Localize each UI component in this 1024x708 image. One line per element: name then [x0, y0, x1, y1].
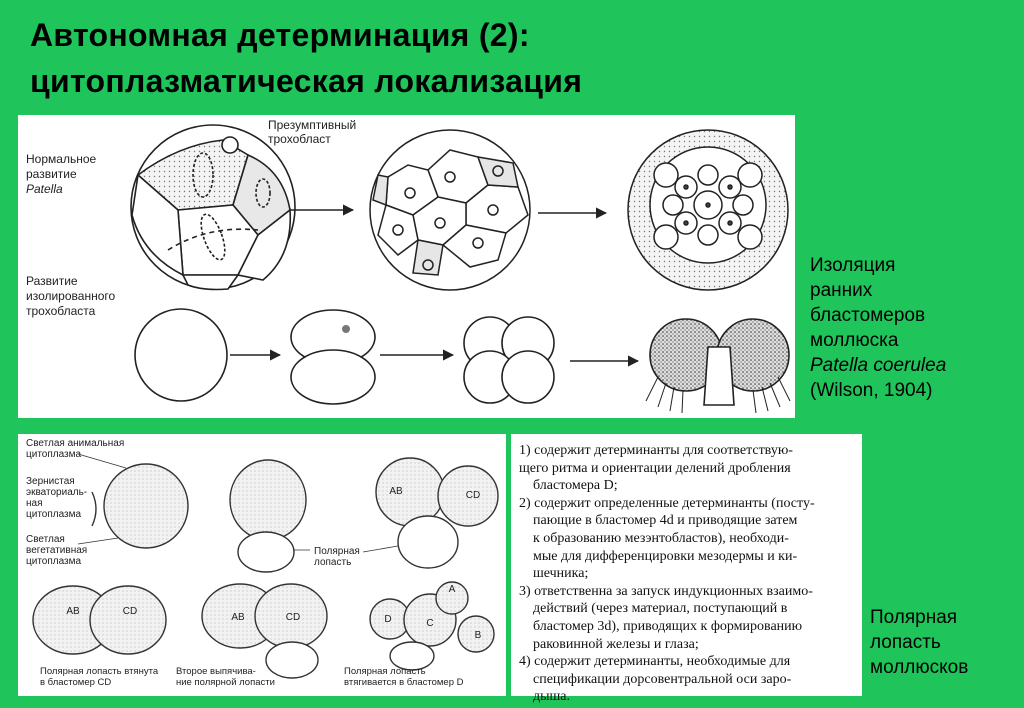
polar-lobe-figure	[18, 434, 506, 696]
caption-retracted-1: Полярная лопасть втянута	[40, 666, 159, 677]
title-line-2: цитоплазматическая локализация	[30, 63, 583, 99]
text-line: действий (через материал, поступающий в	[533, 601, 788, 617]
text-line: спецификации дорсовентральной оси заро-	[533, 671, 792, 687]
cell-ab-label-3: AB	[231, 612, 245, 623]
cell-cd-label-2: CD	[122, 606, 138, 617]
text-line: мые для дифференцировки мезодермы и ки-	[533, 548, 798, 564]
caption-second-lobe-2: ние полярной лопасти	[176, 677, 275, 688]
label-isolated-1: Развитие	[26, 274, 78, 288]
label-equatorial-4: цитоплазма	[26, 509, 82, 520]
caption-top-line-2: ранних	[810, 280, 873, 301]
label-presumptive-2: трохобласт	[268, 132, 331, 146]
polar-lobe-functions-text	[511, 434, 862, 705]
label-presumptive-1: Презумптивный	[268, 118, 357, 132]
text-line: бластомер 3d), приводящих к формированию	[533, 618, 803, 634]
caption-top-line-6: (Wilson, 1904)	[810, 380, 933, 401]
label-equatorial-3: ная	[26, 498, 43, 509]
patella-figure-drawing	[18, 115, 795, 418]
caption-top-line-4: моллюска	[810, 330, 899, 351]
cell-a-label: A	[448, 584, 456, 595]
label-normal-1: Нормальное	[26, 152, 97, 166]
functions-list	[519, 442, 852, 706]
label-equatorial-1: Зернистая	[26, 476, 75, 487]
label-normal-3: Patella	[26, 182, 63, 196]
caption-top-line-3: бластомеров	[810, 305, 926, 326]
text-line: к образованию мезэнтобластов), необходи-	[533, 530, 789, 546]
cell-ab-label-2: AB	[66, 606, 80, 617]
text-line: дыша.	[533, 689, 571, 705]
text-line: 3) ответственна за запуск индукционных взаимо-	[519, 583, 813, 599]
caption-top-line-1: Изоляция	[810, 255, 896, 276]
caption-bottom-line-3: моллюсков	[870, 657, 969, 678]
caption-lobe-into-d-1: Полярная лопасть	[344, 666, 426, 677]
label-normal-2: развитие	[26, 167, 77, 181]
isolated-trochoblast-row	[135, 309, 790, 413]
caption-second-lobe-1: Второе выпячива-	[176, 666, 256, 677]
text-line: щего ритма и ориентации делений дробления	[519, 460, 791, 476]
caption-bottom-line-1: Полярная	[870, 607, 958, 628]
text-line: шечника;	[533, 566, 589, 582]
embryo-cleavage-stage	[131, 125, 295, 290]
label-isolated-3: трохобласта	[26, 304, 96, 318]
polar-lobe-drawing	[18, 434, 506, 696]
label-polar-lobe-2: лопасть	[314, 557, 352, 568]
patella-figure	[18, 115, 795, 418]
slide-title	[30, 12, 582, 104]
embryo-later-stage	[370, 130, 530, 290]
label-isolated-2: изолированного	[26, 289, 116, 303]
label-vegetal-3: цитоплазма	[26, 556, 82, 567]
embryo-trochoblast-stage	[628, 130, 788, 290]
caption-lobe-into-d-2: втягивается в бластомер D	[344, 677, 464, 688]
cell-ab-label-1: AB	[389, 486, 403, 497]
egg-cell	[104, 464, 188, 548]
egg-with-lobe	[230, 460, 306, 540]
text-line: бластомера D;	[533, 478, 618, 494]
caption-top	[810, 253, 946, 403]
cell-cd-label-1: CD	[465, 490, 481, 501]
label-animal-1: Светлая анимальная	[26, 438, 125, 449]
text-line: раковинной железы и глаза;	[533, 636, 699, 652]
cell-c-label: C	[426, 618, 434, 629]
label-polar-lobe-1: Полярная	[314, 546, 360, 557]
text-line: 2) содержит определенные детерминанты (посту-	[519, 495, 815, 511]
label-animal-2: цитоплазма	[26, 449, 82, 460]
cell-cd-label-3: CD	[285, 612, 301, 623]
label-vegetal-2: вегетативная	[26, 545, 88, 556]
cell-b-label: B	[474, 630, 482, 641]
text-line: 1) содержит детерминанты для соответствую-	[519, 443, 793, 458]
caption-top-line-5: Patella coerulea	[810, 355, 947, 376]
cell-d-label: D	[384, 614, 392, 625]
text-line: пающие в бластомер 4d и приводящие затем	[533, 513, 798, 529]
title-line-1: Автономная детерминация (2):	[30, 17, 530, 53]
caption-bottom-line-2: лопасть	[870, 632, 941, 653]
text-line: 4) содержит детерминанты, необходимые для	[519, 654, 791, 670]
caption-bottom	[870, 605, 968, 680]
caption-retracted-2: в бластомер CD	[40, 677, 112, 688]
label-equatorial-2: экваториаль-	[26, 487, 88, 498]
label-vegetal-1: Светлая	[26, 534, 65, 545]
